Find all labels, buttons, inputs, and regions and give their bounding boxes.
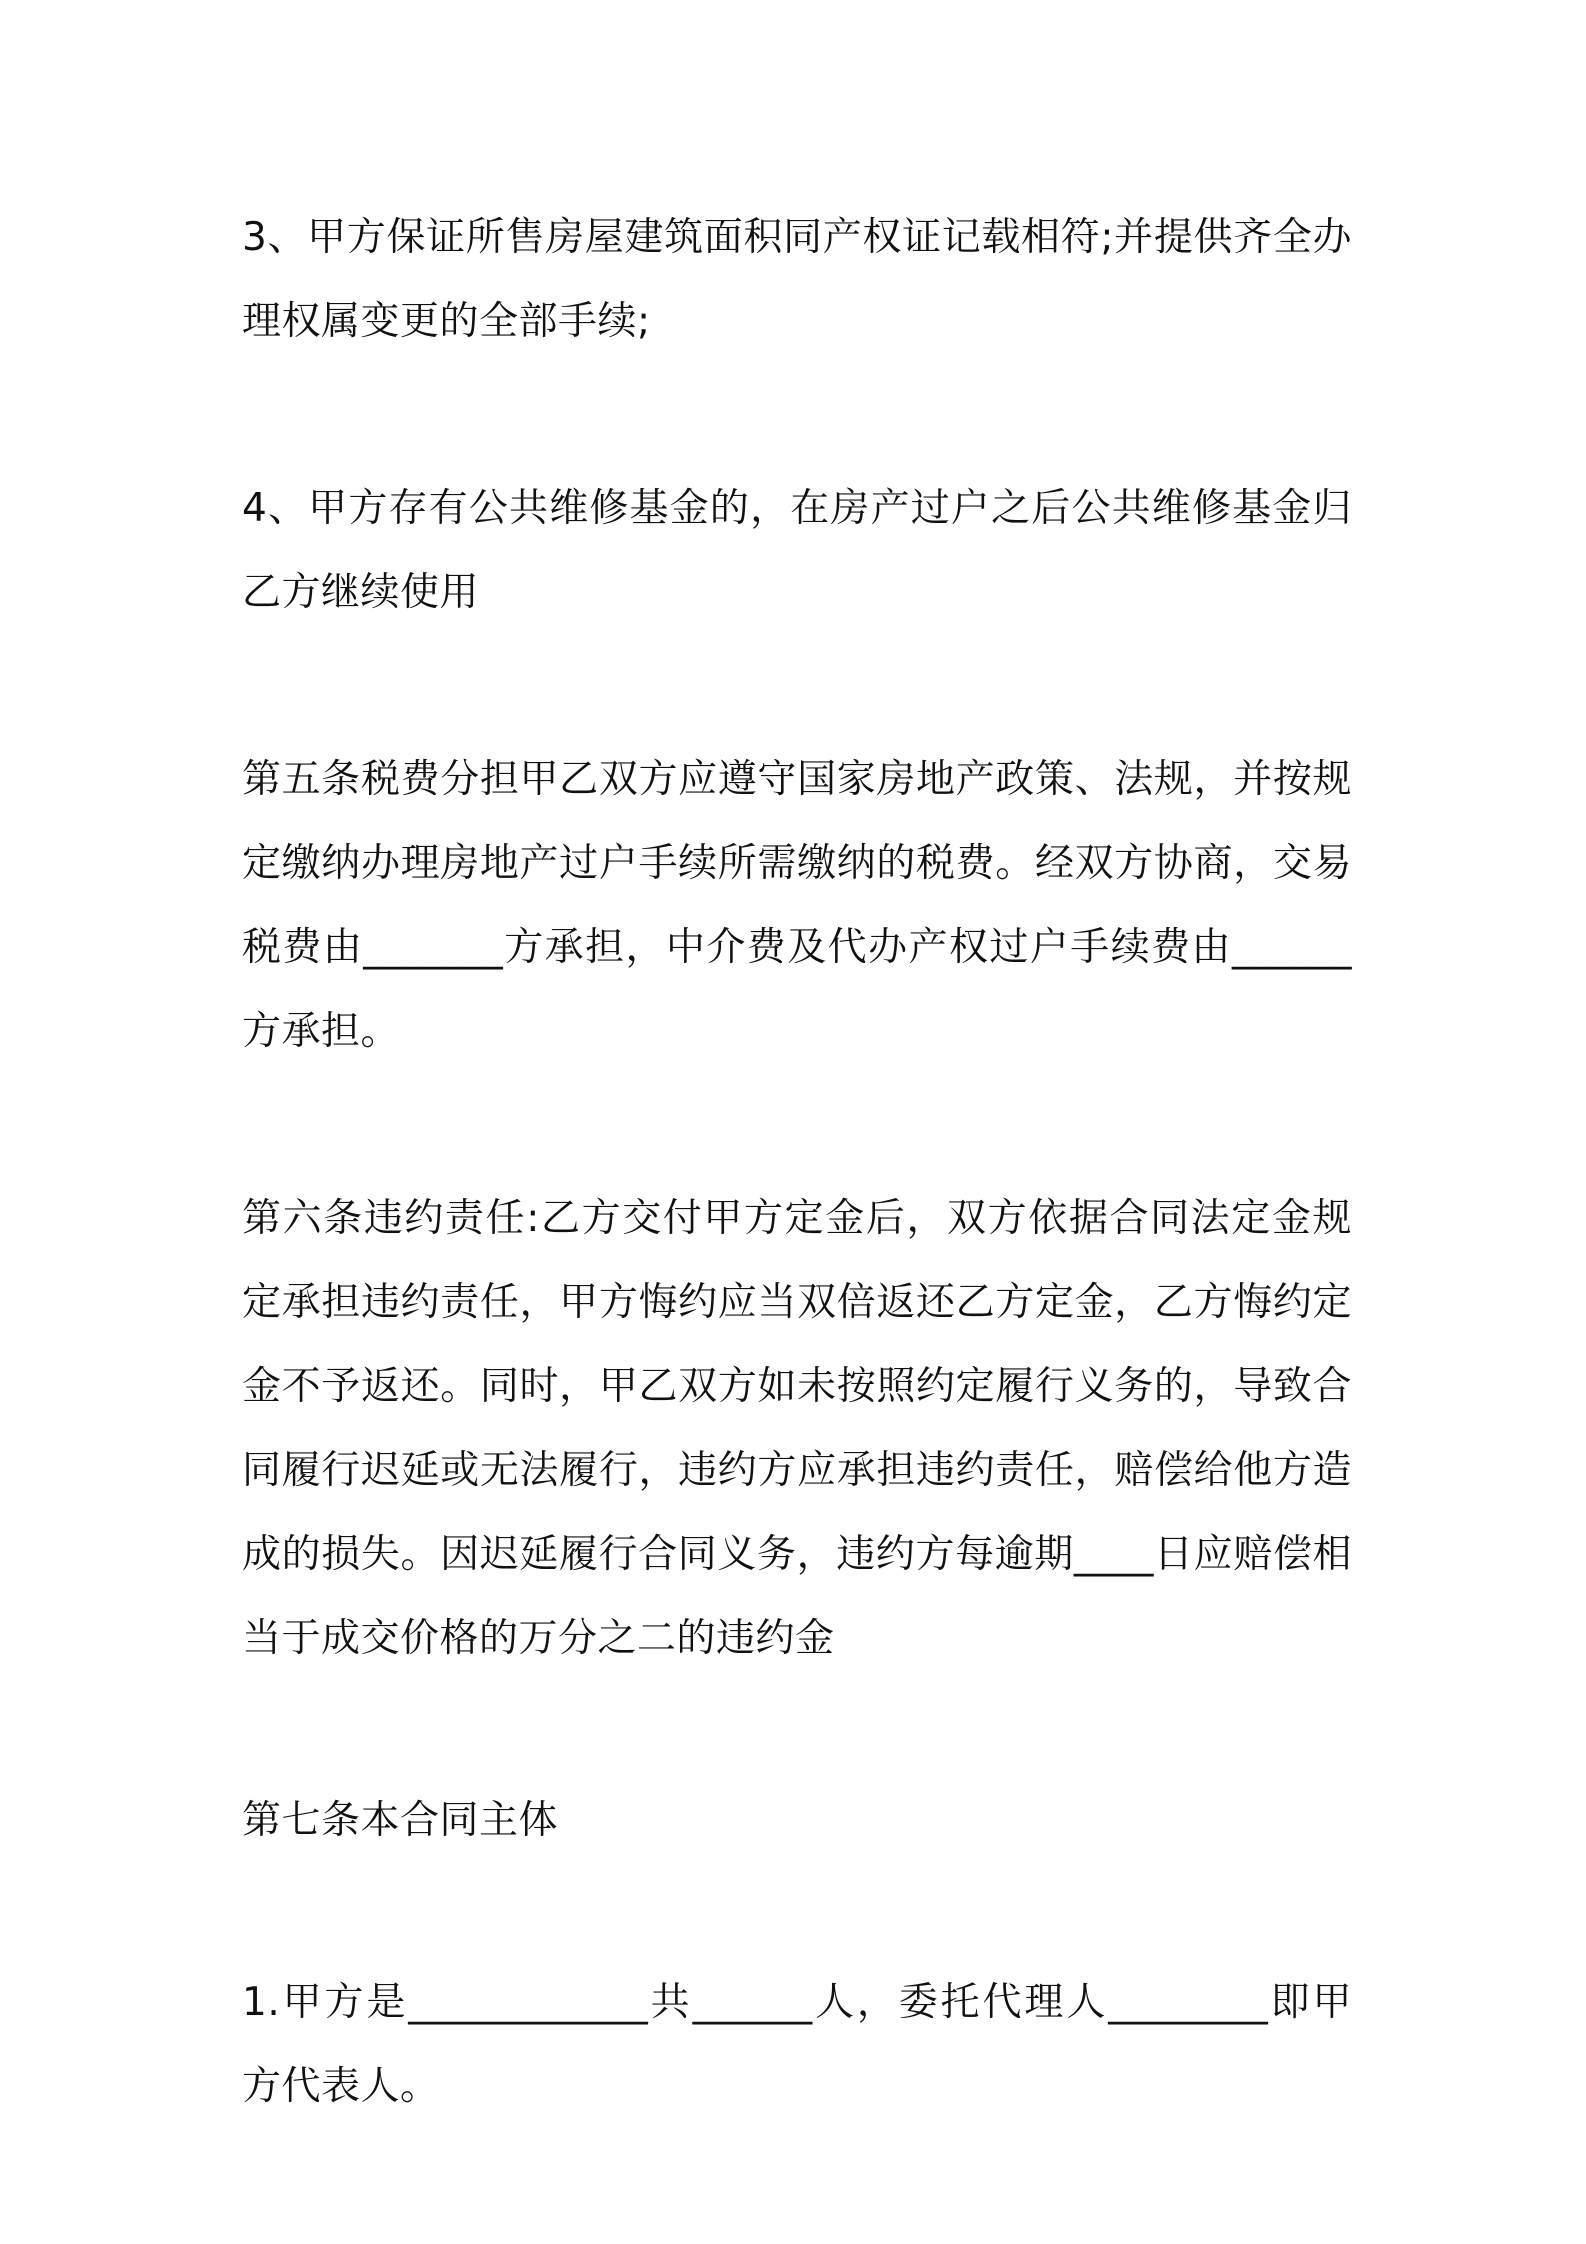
clause-3-paragraph: 3、甲方保证所售房屋建筑面积同产权证记载相符;并提供齐全办理权属变更的全部手续; (242, 215, 1352, 344)
article-5-tax-paragraph: 第五条税费分担甲乙双方应遵守国家房地产政策、法规，并按规定缴纳办理房地产过户手续所需缴纳的税费。经双方协商，交易税费由_______方承担，中介费及代办产权过户手续费由______方承担。 (242, 757, 1352, 1054)
party-a-paragraph: 1.甲方是____________共______人，委托代理人________即甲方代表人。 (242, 1980, 1352, 2109)
clause-4-paragraph: 4、甲方存有公共维修基金的，在房产过户之后公共维修基金归乙方继续使用 (242, 486, 1352, 615)
article-6-breach-paragraph: 第六条违约责任:乙方交付甲方定金后，双方依据合同法定金规定承担违约责任，甲方悔约应当双倍返还乙方定金，乙方悔约定金不予返还。同时，甲乙双方如未按照约定履行义务的，导致合同履行迟延或无法履行，违约方应承担违约责任，赔偿给他方造成的损失。因迟延履行合同义务，违约方每逾期____日应赔偿相当于成交价格的万分之二的违约金 (242, 1196, 1352, 1661)
document-body (242, 196, 1352, 2129)
article-7-heading: 第七条本合同主体 (242, 1798, 559, 1843)
